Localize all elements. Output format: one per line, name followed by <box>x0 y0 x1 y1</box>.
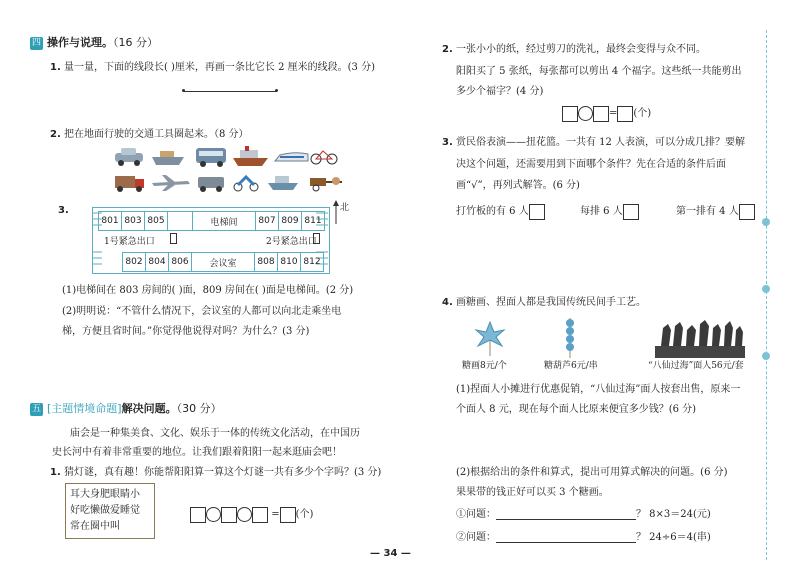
riddle-card <box>65 483 155 539</box>
segment-endpoint <box>275 89 278 92</box>
section-badge: 四 <box>31 38 41 48</box>
check-box[interactable] <box>529 204 545 220</box>
room: 803 <box>122 212 145 231</box>
riddle-line: 好吃懒做爱睡觉 <box>70 505 140 516</box>
question-line: 阳阳买了 5 张纸，每张都可以剪出 4 个福字。这些纸一共能剪出 <box>456 66 742 77</box>
answer-box[interactable] <box>252 507 268 523</box>
room: 805 <box>145 212 168 231</box>
room: 808 <box>255 253 278 272</box>
exit-1: 1号紧急出口 <box>104 237 155 247</box>
sugar-painting-icon <box>470 318 510 356</box>
section-4-heading <box>30 34 158 50</box>
unit-label: (个) <box>295 509 314 520</box>
binding-dot <box>762 218 770 226</box>
top-rooms <box>98 211 325 231</box>
cart-icon <box>310 177 342 191</box>
question-1 <box>50 58 375 73</box>
question-4-part-2b: 果果带的钱正好可以买 3 个糖画。 <box>456 487 609 498</box>
room: 811 <box>302 212 325 231</box>
boat-icon <box>268 176 298 190</box>
answer-box[interactable] <box>221 507 237 523</box>
check-box[interactable] <box>623 204 639 220</box>
question-4-part-1: (1)捏面人小摊进行优惠促销，“八仙过海”面人按套出售，原来一 <box>456 384 741 395</box>
question-4-part-2: (2)根据给出的条件和算式，提出可用算式解决的问题。(6 分) <box>456 467 728 478</box>
binding-line <box>766 30 767 560</box>
line-segment <box>183 91 277 92</box>
condition-1: 打竹板的有 6 人 <box>456 202 545 220</box>
page-number: — 34 — <box>370 548 411 559</box>
question-text: 把在地面行驶的交通工具圈起来。（8 分） <box>63 129 249 140</box>
dough-figurines-icon <box>655 316 745 358</box>
check-box[interactable] <box>739 204 755 220</box>
intro-line-2: 史长河中有着非常重要的地位。让我们跟着阳阳一起来逛庙会吧！ <box>52 447 342 458</box>
unit-label: (个) <box>633 108 652 119</box>
exit-2: 2号紧急出口 <box>266 237 317 247</box>
room <box>168 212 193 231</box>
room: 810 <box>278 253 301 272</box>
right-question-2 <box>442 40 706 55</box>
question-number: 1. <box>50 467 61 478</box>
question-number: 3. <box>442 137 453 148</box>
van-icon <box>198 177 224 192</box>
section-tag: 主题情境命题 <box>51 402 118 415</box>
question-number: 2. <box>442 44 453 55</box>
room: 809 <box>279 212 302 231</box>
question-line: 多少个福字？(4 分) <box>456 86 544 97</box>
question-2 <box>50 125 249 140</box>
operator-circle[interactable] <box>578 106 593 121</box>
door-icon <box>313 233 320 244</box>
right-question-4 <box>442 293 646 308</box>
answer-equation <box>190 505 313 523</box>
answer-box[interactable] <box>562 106 578 122</box>
answer-box[interactable] <box>593 106 609 122</box>
question-text: 赏民俗表演——扭花篮。一共有 12 人表演，可以分成几排？要解 <box>455 137 746 148</box>
question-3-part-1: (1)电梯间在 803 房间的( )面，809 房间在( )面是电梯间。(2 分) <box>62 285 354 296</box>
section-title: 解决问题。 <box>121 402 177 415</box>
north-label: 北 <box>340 203 350 213</box>
train-icon <box>275 153 308 161</box>
item-candied-haws: 糖葫芦6元/串 <box>544 361 598 371</box>
item-dough-figurines: “八仙过海”面人56元/套 <box>648 361 744 371</box>
question-number: 1. <box>50 62 61 73</box>
question-text: 量一量，下面的线段长( )厘米，再画一条比它长 2 厘米的线段。(3 分) <box>63 62 375 73</box>
equals-sign: = <box>271 509 280 520</box>
elevator-room: 电梯间 <box>193 212 256 231</box>
question-line: 画“√”，再列式解答。(6 分) <box>456 180 580 191</box>
room: 801 <box>99 212 122 231</box>
bicycle-icon <box>311 151 337 164</box>
item-sugar-painting: 糖画8元/个 <box>462 361 507 371</box>
question-text: 一张小小的纸，经过剪刀的洗礼，最终会变得与众不同。 <box>455 44 706 55</box>
riddle-line: 耳大身肥眼睛小 <box>70 489 140 500</box>
question-3-part-2: (2)明明说：“不管什么情况下，会议室的人都可以向北走乘坐电 <box>62 306 342 317</box>
answer-line[interactable] <box>496 509 636 520</box>
vehicle-icons <box>110 145 350 195</box>
intro-line-1: 庙会是一种集美食、文化、娱乐于一体的传统文化活动，在中国历 <box>70 428 360 439</box>
equals-sign: = <box>609 108 618 119</box>
result-box[interactable] <box>617 106 633 122</box>
question-5-1 <box>50 463 381 478</box>
candied-haws-icon <box>555 316 585 358</box>
result-box[interactable] <box>280 507 296 523</box>
condition-2: 每排 6 人 <box>580 202 639 220</box>
truck-icon <box>115 176 144 192</box>
segment-endpoint <box>182 89 185 92</box>
section-badge: 五 <box>31 404 41 414</box>
section-5-heading: 五 [主题情境命题]解决问题。（30 分） <box>31 402 222 415</box>
room: 804 <box>146 253 169 272</box>
question-4-part-1b: 个面人 8 元，现在每个面人比原来便宜多少钱？(6 分) <box>456 404 697 415</box>
room: 812 <box>301 253 324 272</box>
riddle-line: 常在圈中叫 <box>70 521 120 532</box>
motorbike-icon <box>234 177 258 191</box>
answer-equation <box>562 104 651 122</box>
question-text: 画糖画、捏面人都是我国传统民间手工艺。 <box>455 297 646 308</box>
binding-dot <box>762 352 770 360</box>
question-line: 决这个问题，还需要用到下面哪个条件？先在合适的条件后面 <box>456 159 726 170</box>
ship-icon <box>152 151 184 165</box>
bus-icon <box>196 148 226 167</box>
meeting-room: 会议室 <box>192 253 255 272</box>
question-3-number: 3. <box>58 205 69 216</box>
answer-box[interactable] <box>190 507 206 523</box>
right-question-3 <box>442 133 745 148</box>
answer-line[interactable] <box>496 532 636 543</box>
operator-circle[interactable] <box>206 507 221 522</box>
binding-dot <box>762 285 770 293</box>
section-points: （30 分） <box>176 402 222 415</box>
question-number: 2. <box>50 129 61 140</box>
room: 802 <box>123 253 146 272</box>
question-answer-1: ①问题： ？ 8×3＝24(元) <box>456 509 711 520</box>
door-icon <box>170 233 177 244</box>
plane-icon <box>152 175 190 191</box>
ship-icon <box>233 146 268 166</box>
room: 807 <box>256 212 279 231</box>
question-answer-2: ②问题： ？ 24÷6＝4(串) <box>456 532 711 543</box>
section-points: （16 分） <box>113 36 158 49</box>
operator-circle[interactable] <box>237 507 252 522</box>
question-text: 猜灯谜，真有趣！你能帮阳阳算一算这个灯谜一共有多少个字吗？(3 分) <box>63 467 382 478</box>
car-icon <box>115 148 143 166</box>
section-title: 操作与说理。 <box>47 36 113 49</box>
room: 806 <box>169 253 192 272</box>
condition-3: 第一排有 4 人 <box>676 202 755 220</box>
bottom-rooms <box>122 252 324 272</box>
question-number: 4. <box>442 297 453 308</box>
question-3-part-2b: 梯，方便且省时间。”你觉得他说得对吗？为什么？(3 分) <box>62 326 310 337</box>
